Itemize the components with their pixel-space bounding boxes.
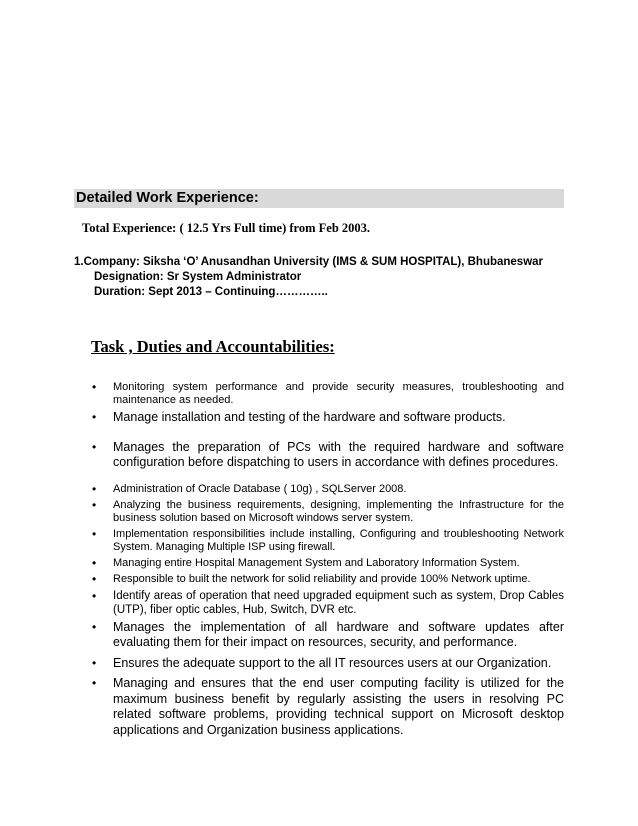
list-item <box>92 620 564 651</box>
list-item <box>92 573 564 586</box>
bullet-icon: • <box>92 676 97 690</box>
duty-text: Managing and ensures that the end user computing facility is utilized for the maximum business benefit by regularly assisting the users in resolving PC related software problems, providing technical support on Microsoft desktop applications and Organization business applications. <box>113 676 564 737</box>
bullet-icon: • <box>92 380 97 394</box>
duty-text: Identify areas of operation that need upgraded equipment such as system, Drop Cables (UTP), fiber optic cables, Hub, Switch, DVR etc. <box>113 589 564 616</box>
duration: Duration: Sept 2013 – Continuing………….. <box>94 286 328 298</box>
list-item <box>92 676 564 738</box>
list-item <box>92 410 564 426</box>
duty-text: Monitoring system performance and provide security measures, troubleshooting and maintenance as needed. <box>113 381 564 406</box>
duties-list <box>92 381 564 743</box>
bullet-icon: • <box>92 439 97 454</box>
designation: Designation: Sr System Administrator <box>94 271 302 283</box>
duty-text: Ensures the adequate support to the all IT resources users at our Organization. <box>113 655 552 670</box>
tasks-heading: Task , Duties and Accountabilities: <box>91 337 335 356</box>
list-item <box>92 589 564 617</box>
company-block <box>74 255 574 300</box>
list-item <box>92 499 564 525</box>
bullet-icon: • <box>92 481 97 496</box>
list-item <box>92 440 564 471</box>
list-item <box>92 557 564 570</box>
bullet-icon: • <box>92 497 97 512</box>
section-title: Detailed Work Experience: <box>76 190 259 206</box>
bullet-icon: • <box>92 571 97 586</box>
duty-text: Administration of Oracle Database ( 10g) , SQLServer 2008. <box>113 482 407 495</box>
duty-text: Manages the implementation of all hardware and software updates after evaluating them for their impact on resources, security, and performance. <box>113 619 564 649</box>
duty-text: Manages the preparation of PCs with the required hardware and software configuration before dispatching to users in accordance with defines procedures. <box>113 439 564 469</box>
bullet-icon: • <box>92 410 97 424</box>
bullet-icon: • <box>92 526 97 541</box>
bullet-icon: • <box>92 619 97 634</box>
bullet-icon: • <box>92 588 97 603</box>
company-name: 1.Company: Siksha ‘O’ Anusandhan University (IMS & SUM HOSPITAL), Bhubaneswar <box>74 256 544 268</box>
duty-text: Implementation responsibilities include installing, Configuring and troubleshooting Network System. Managing Multiple ISP using firewall. <box>113 527 564 553</box>
duty-text: Managing entire Hospital Management System and Laboratory Information System. <box>113 556 520 569</box>
duty-text: Responsible to built the network for solid reliability and provide 100% Network uptime. <box>113 572 531 585</box>
section-title-bar <box>74 189 564 208</box>
bullet-icon: • <box>92 655 97 670</box>
bullet-icon: • <box>92 555 97 570</box>
duty-text: Analyzing the business requirements, designing, implementing the Infrastructure for the business solution based on Microsoft windows server system. <box>113 498 564 524</box>
duty-text: Manage installation and testing of the hardware and software products. <box>113 410 506 424</box>
list-item <box>92 528 564 554</box>
list-item <box>92 483 564 496</box>
total-experience: Total Experience: ( 12.5 Yrs Full time) from Feb 2003. <box>82 221 371 235</box>
list-item <box>92 656 564 672</box>
list-item <box>92 381 564 407</box>
